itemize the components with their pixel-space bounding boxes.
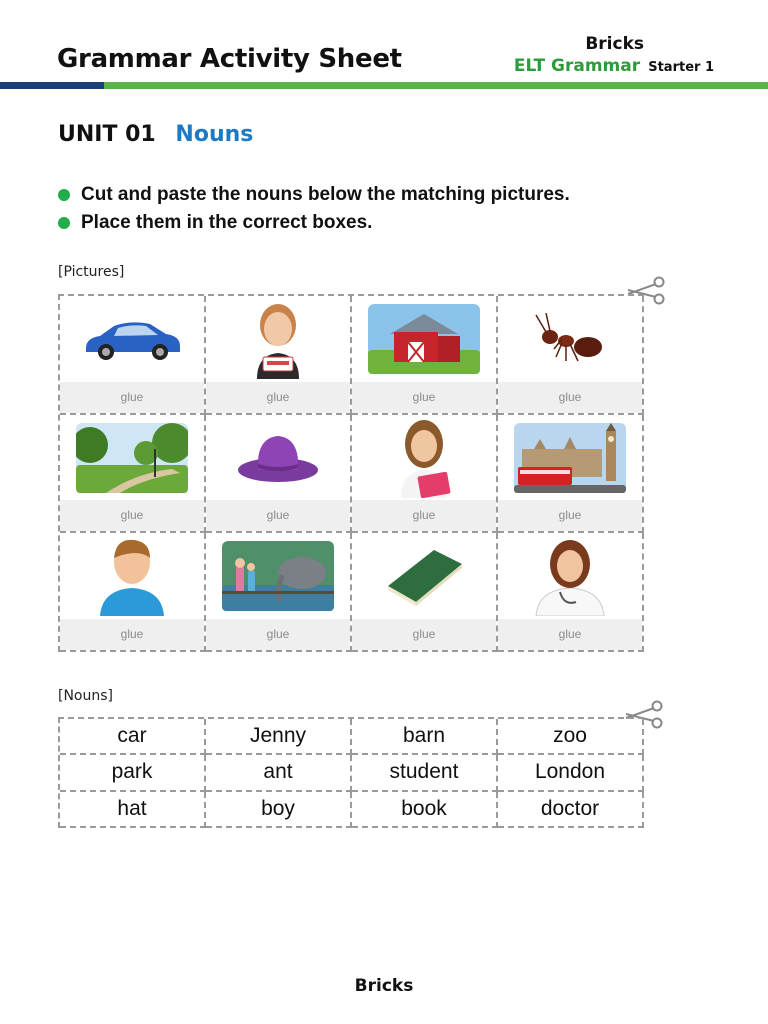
- instruction-item: Cut and paste the nouns below the matching pictures.: [58, 183, 570, 211]
- park-picture-icon: [76, 423, 188, 493]
- zoo-picture-icon: [222, 541, 334, 611]
- jenny-girl-picture-icon: [243, 299, 313, 379]
- boy-picture-icon: [94, 536, 170, 616]
- picture-cell[interactable]: [498, 533, 644, 652]
- header-bar-blue: [0, 82, 104, 89]
- picture-cell[interactable]: [498, 415, 644, 534]
- unit-heading: [58, 122, 253, 147]
- glue-area: glue: [498, 382, 642, 413]
- sheet-title: Grammar Activity Sheet: [57, 44, 402, 74]
- footer-logo: Bricks: [354, 976, 414, 996]
- glue-area: glue: [352, 500, 496, 531]
- nouns-table: [58, 717, 644, 828]
- instruction-item: Place them in the correct boxes.: [58, 211, 570, 239]
- doctor-picture-icon: [530, 536, 610, 616]
- picture-cell[interactable]: [206, 415, 352, 534]
- unit-topic: Nouns: [175, 122, 254, 147]
- glue-area: glue: [206, 382, 350, 413]
- ant-picture-icon: [532, 309, 608, 369]
- glue-area: glue: [60, 500, 204, 531]
- glue-area: glue: [60, 382, 204, 413]
- noun-card[interactable]: park: [60, 755, 206, 791]
- book-picture-icon: [384, 546, 464, 606]
- noun-card[interactable]: doctor: [498, 792, 644, 828]
- picture-cell[interactable]: [206, 296, 352, 415]
- car-picture-icon: [80, 314, 184, 364]
- noun-card[interactable]: hat: [60, 792, 206, 828]
- noun-card[interactable]: boy: [206, 792, 352, 828]
- header-bar-green: [104, 82, 768, 89]
- instructions-list: [58, 183, 570, 239]
- barn-picture-icon: [368, 304, 480, 374]
- glue-area: glue: [60, 619, 204, 650]
- noun-card[interactable]: book: [352, 792, 498, 828]
- series-name: ELT Grammar: [513, 56, 641, 76]
- glue-area: glue: [498, 619, 642, 650]
- pictures-grid: [58, 294, 644, 652]
- picture-cell[interactable]: [206, 533, 352, 652]
- noun-card[interactable]: Jenny: [206, 719, 352, 755]
- glue-area: glue: [206, 500, 350, 531]
- picture-cell[interactable]: [352, 296, 498, 415]
- glue-area: glue: [352, 382, 496, 413]
- noun-card[interactable]: student: [352, 755, 498, 791]
- unit-label: UNIT 01: [58, 122, 156, 147]
- brand-name: Bricks: [585, 34, 644, 54]
- picture-cell[interactable]: [352, 533, 498, 652]
- noun-card[interactable]: London: [498, 755, 644, 791]
- picture-cell[interactable]: [60, 533, 206, 652]
- picture-cell[interactable]: [60, 296, 206, 415]
- level-name: Starter 1: [648, 60, 714, 75]
- student-picture-icon: [389, 418, 459, 498]
- nouns-section-label: [Nouns]: [58, 688, 114, 704]
- brand-block: [514, 34, 714, 76]
- brand-subtitle: [514, 56, 714, 76]
- picture-cell[interactable]: [60, 415, 206, 534]
- noun-card[interactable]: ant: [206, 755, 352, 791]
- glue-area: glue: [206, 619, 350, 650]
- noun-card[interactable]: barn: [352, 719, 498, 755]
- noun-card[interactable]: zoo: [498, 719, 644, 755]
- picture-cell[interactable]: [352, 415, 498, 534]
- hat-picture-icon: [236, 428, 320, 488]
- glue-area: glue: [352, 619, 496, 650]
- london-picture-icon: [514, 423, 626, 493]
- glue-area: glue: [498, 500, 642, 531]
- noun-card[interactable]: car: [60, 719, 206, 755]
- pictures-section-label: [Pictures]: [58, 264, 125, 280]
- picture-cell[interactable]: [498, 296, 644, 415]
